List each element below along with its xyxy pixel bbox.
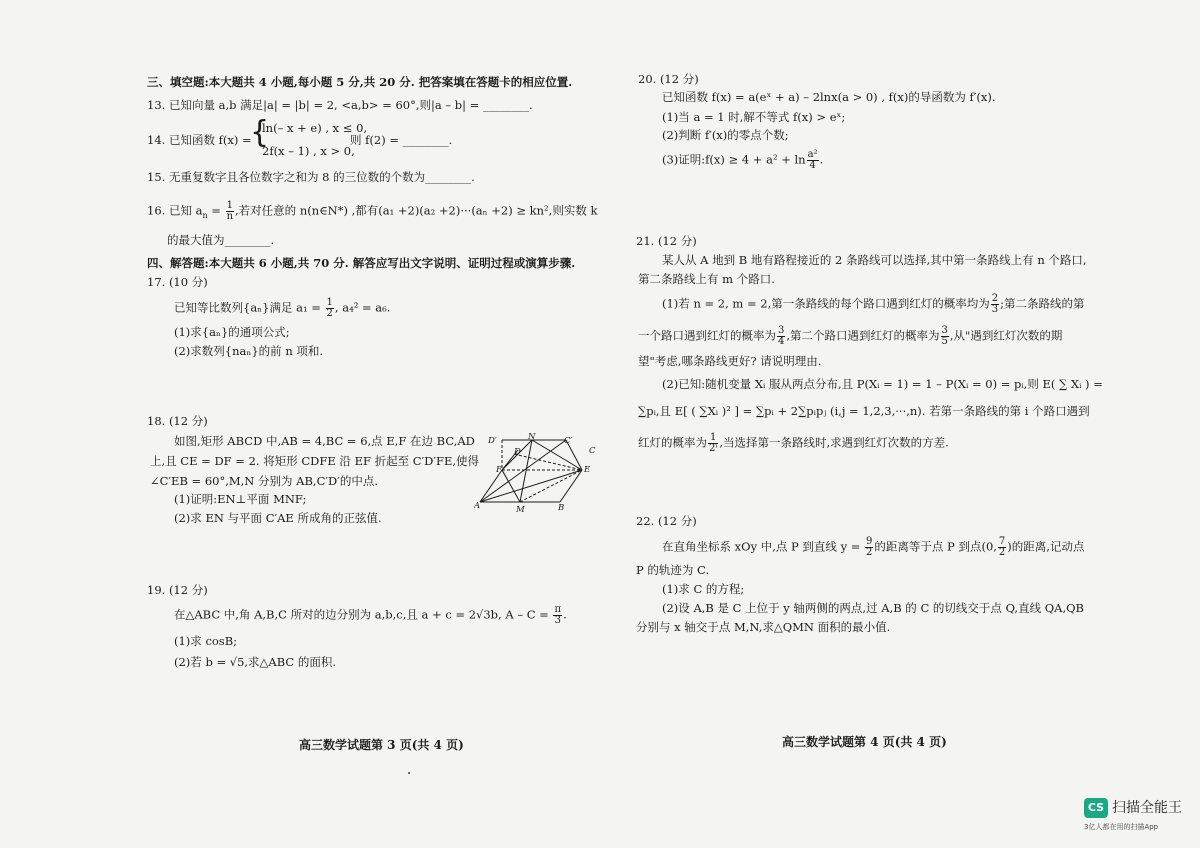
q21-frac-4 bbox=[708, 433, 718, 454]
q22-f2-num: 7 bbox=[998, 536, 1006, 547]
q14-case-1: ln(– x + e) , x ≤ 0, bbox=[262, 121, 368, 135]
q21-f3-num: 3 bbox=[941, 325, 948, 336]
q20-fraction bbox=[807, 150, 819, 171]
q16-eq: = bbox=[207, 203, 225, 218]
q18-geometry-figure bbox=[474, 432, 600, 514]
question-16 bbox=[147, 201, 597, 223]
q21-2d: ,当选择第一条路线时,求遇到红灯次数的方差. bbox=[719, 435, 949, 450]
q21-1e: ,从"遇到红灯次数的期 bbox=[949, 328, 1063, 343]
q17-fraction bbox=[326, 298, 334, 319]
q16-b: ,若对任意的 n(n∈N*) ,都有(a₁ +2)(a₂ +2)···(aₙ +2) ≥ kn²,则实数 k bbox=[235, 203, 598, 218]
q16-line2: 的最大值为________. bbox=[167, 233, 275, 247]
q21-part2-line2: ∑pᵢ,且 E[ ( ∑Xᵢ )² ] = ∑pᵢ + 2∑pᵢpⱼ (i,j = 1,2,3,···,n). 若第一条路线的第 i 个路口遇到 bbox=[638, 404, 1090, 418]
q19-frac-den: 3 bbox=[554, 615, 561, 626]
q20-frac-num: a² bbox=[807, 149, 818, 160]
q20-part3-b: . bbox=[819, 152, 824, 167]
q17-part1: (1)求{aₙ}的通项公式; bbox=[174, 325, 290, 339]
fig-label-d: D bbox=[514, 447, 521, 457]
q22-frac-1 bbox=[865, 537, 873, 558]
fig-label-m: M bbox=[516, 505, 525, 514]
section4-title: 四、解答题:本大题共 6 小题,共 70 分. 解答应写出文字说明、证明过程或演算步骤. bbox=[147, 256, 576, 270]
q14-suffix: 则 f(2) = ________. bbox=[350, 133, 453, 147]
q19-fraction bbox=[553, 605, 562, 626]
q16-sub: n bbox=[202, 210, 208, 220]
q14-brace: { bbox=[250, 115, 270, 150]
q17-frac-num: 1 bbox=[326, 297, 333, 308]
q19-part2: (2)若 b = √5,求△ABC 的面积. bbox=[174, 655, 336, 669]
watermark-tagline: 3亿人都在用的扫描App bbox=[1084, 823, 1159, 831]
q19-text-a: 在△ABC 中,角 A,B,C 所对的边分别为 a,b,c,且 a + c = 2√3b, A – C = bbox=[174, 607, 553, 622]
q14-prefix: 14. 已知函数 f(x) = bbox=[147, 133, 252, 147]
q19-frac-num: π bbox=[554, 604, 562, 615]
q16-frac-num: 1 bbox=[226, 200, 233, 211]
q21-f4-den: 2ⁱ bbox=[709, 443, 718, 454]
q18-line2: 上,且 CE = DF = 2. 将矩形 CDFE 沿 EF 折起至 C′D′FE,使得 bbox=[150, 454, 480, 468]
q22-f2-den: 2 bbox=[998, 547, 1006, 558]
q18-head: 18. (12 分) bbox=[147, 414, 208, 428]
scan-speck bbox=[408, 772, 410, 774]
fig-label-f: F bbox=[496, 465, 502, 475]
q21-1a: (1)若 n = 2, m = 2,第一条路线的每个路口遇到红灯的概率均为 bbox=[662, 296, 990, 311]
q17-text-b: , a₄² = a₆. bbox=[334, 300, 391, 315]
q17-text-a: 已知等比数列{aₙ}满足 a₁ = bbox=[174, 300, 325, 315]
q21-1d: ,第二个路口遇到红灯的概率为 bbox=[786, 328, 940, 343]
q22-line1 bbox=[662, 537, 1084, 558]
fig-label-e: E bbox=[584, 465, 591, 475]
q21-f3-den: 5 bbox=[941, 336, 948, 347]
q21-frac-1 bbox=[991, 294, 999, 315]
q22-part2-line2: 分别与 x 轴交于点 M,N,求△QMN 面积的最小值. bbox=[636, 620, 891, 634]
q20-head: 20. (12 分) bbox=[638, 72, 699, 86]
q14-case-2: 2f(x – 1) , x > 0, bbox=[262, 144, 355, 158]
fig-label-n: N bbox=[528, 432, 536, 442]
fig-label-c-prime: C′ bbox=[564, 436, 573, 446]
q16-fraction bbox=[226, 201, 234, 222]
section3-title: 三、填空题:本大题共 4 小题,每小题 5 分,共 20 分. 把答案填在答题卡的相应位置. bbox=[147, 75, 573, 89]
q21-frac-3 bbox=[941, 326, 949, 347]
q22-b: 的距离等于点 P 到点(0, bbox=[874, 539, 997, 554]
q21-part1-line1 bbox=[662, 294, 1085, 315]
q22-part2-line1: (2)设 A,B 是 C 上位于 y 轴两侧的两点,过 A,B 的 C 的切线交于点 Q,直线 QA,QB bbox=[662, 601, 1085, 615]
q22-part1: (1)求 C 的方程; bbox=[662, 582, 745, 596]
q22-f1-num: 9 bbox=[866, 536, 873, 547]
q21-1c: 一个路口遇到红灯的概率为 bbox=[638, 328, 776, 343]
q21-frac-2 bbox=[777, 326, 785, 347]
q18-line1: 如图,矩形 ABCD 中,AB = 4,BC = 6,点 E,F 在边 BC,AD bbox=[174, 434, 475, 448]
question-15: 15. 无重复数字且各位数字之和为 8 的三位数的个数为________. bbox=[147, 170, 475, 184]
q20-part2: (2)判断 f′(x)的零点个数; bbox=[662, 128, 789, 142]
q20-part3-a: (3)证明:f(x) ≥ 4 + a² + ln bbox=[662, 152, 806, 167]
camscanner-logo-icon: CS bbox=[1084, 798, 1108, 818]
q18-line3: ∠C′EB = 60°,M,N 分别为 AB,C′D′的中点. bbox=[150, 474, 378, 488]
q21-f2-den: 4 bbox=[778, 336, 785, 347]
right-page-footer: 高三数学试题第 4 页(共 4 页) bbox=[782, 735, 947, 749]
q16-frac-den: n bbox=[226, 211, 234, 222]
q22-a: 在直角坐标系 xOy 中,点 P 到直线 y = bbox=[662, 539, 865, 554]
q22-head: 22. (12 分) bbox=[636, 514, 697, 528]
q17-frac-den: 2 bbox=[326, 308, 333, 319]
q21-part2-line1: (2)已知:随机变量 Xᵢ 服从两点分布,且 P(Xᵢ = 1) = 1 – P(Xᵢ = 0) = pᵢ,则 E( ∑ Xᵢ ) = bbox=[662, 377, 1103, 391]
q17-head: 17. (10 分) bbox=[147, 275, 208, 289]
q20-part3 bbox=[662, 150, 823, 171]
fig-label-d-prime: D′ bbox=[488, 436, 497, 446]
q20-frac-den: 4 bbox=[809, 160, 816, 171]
q20-text: 已知函数 f(x) = a(eˣ + a) – 2lnx(a > 0) , f(x)的导函数为 f′(x). bbox=[662, 90, 996, 104]
q21-f4-num: 1 bbox=[710, 432, 717, 443]
q21-part1-line3: 望"考虑,哪条路线更好? 请说明理由. bbox=[638, 354, 822, 368]
q22-frac-2 bbox=[998, 537, 1006, 558]
q19-text-b: . bbox=[563, 607, 567, 622]
q21-line2: 第二条路线上有 m 个路口. bbox=[638, 272, 775, 286]
q20-part1: (1)当 a = 1 时,解不等式 f(x) > eˣ; bbox=[662, 110, 846, 124]
right-page bbox=[600, 0, 1200, 848]
left-page-footer: 高三数学试题第 3 页(共 4 页) bbox=[299, 738, 464, 752]
q21-line1: 某人从 A 地到 B 地有路程接近的 2 条路线可以选择,其中第一条路线上有 n 个路口, bbox=[662, 253, 1087, 267]
fig-label-a: A bbox=[474, 501, 481, 511]
q19-part1: (1)求 cosB; bbox=[174, 634, 238, 648]
q18-part2: (2)求 EN 与平面 C′AE 所成角的正弦值. bbox=[174, 511, 382, 525]
q19-text bbox=[174, 605, 567, 626]
q21-f1-num: 2 bbox=[991, 293, 999, 304]
q21-f2-num: 3 bbox=[778, 325, 785, 336]
q21-head: 21. (12 分) bbox=[636, 234, 697, 248]
q22-c: )的距离,记动点 bbox=[1007, 539, 1085, 554]
q17-part2: (2)求数列{naₙ}的前 n 项和. bbox=[174, 344, 324, 358]
q21-1b: ;第二条路线的第 bbox=[1000, 296, 1085, 311]
fig-label-c: C bbox=[589, 446, 596, 456]
scanner-watermark bbox=[1080, 796, 1190, 840]
question-13: 13. 已知向量 a,b 满足|a| = |b| = 2, <a,b> = 60°,则|a – b| = ________. bbox=[147, 98, 533, 112]
q21-part2-line3 bbox=[638, 433, 949, 454]
q22-line2: P 的轨迹为 C. bbox=[636, 563, 710, 577]
watermark-name: 扫描全能王 bbox=[1112, 800, 1182, 816]
q21-2c: 红灯的概率为 bbox=[638, 435, 707, 450]
fig-label-b: B bbox=[558, 503, 565, 513]
q19-head: 19. (12 分) bbox=[147, 583, 208, 597]
q16-a: 16. 已知 a bbox=[147, 203, 203, 218]
q17-text bbox=[174, 298, 390, 319]
q21-part1-line2 bbox=[638, 326, 1062, 347]
q18-part1: (1)证明:EN⊥平面 MNF; bbox=[174, 492, 307, 506]
q21-f1-den: 3 bbox=[991, 304, 999, 315]
q22-f1-den: 2 bbox=[866, 547, 873, 558]
